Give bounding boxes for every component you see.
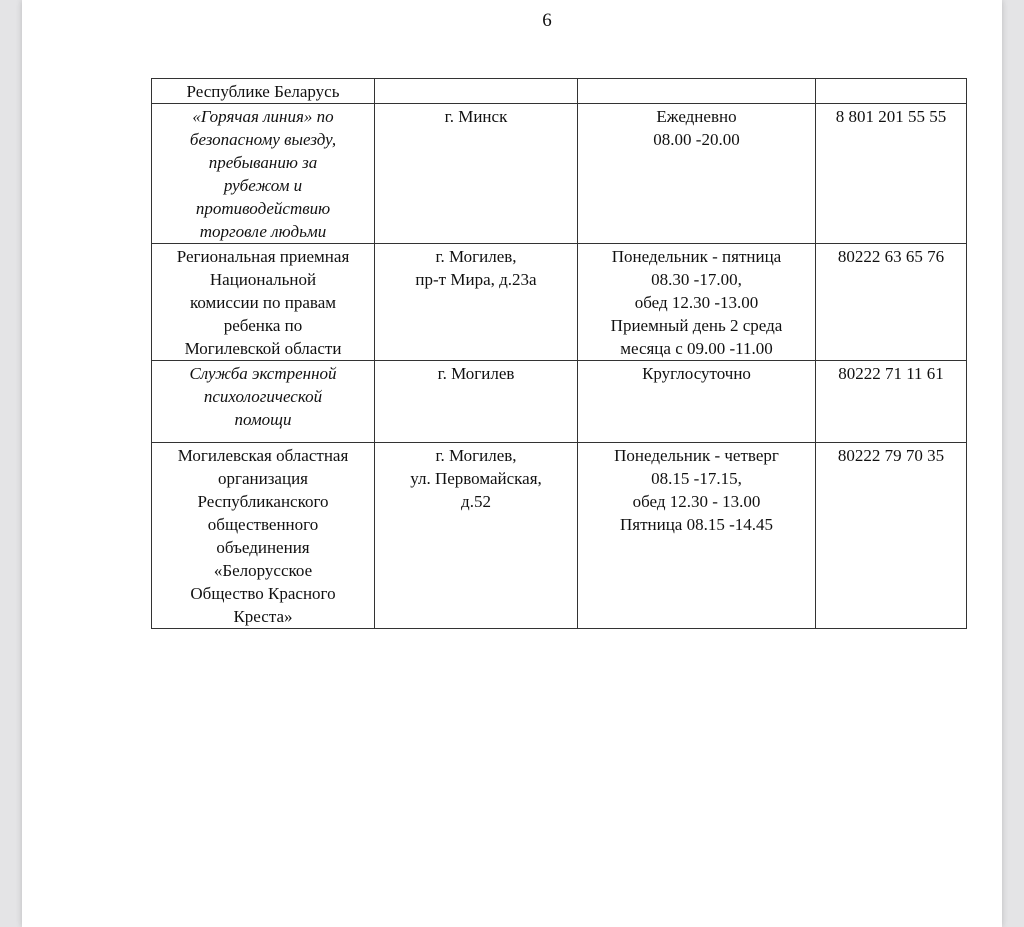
phone-cell xyxy=(816,244,967,361)
org-name-line: «Горячая линия» по xyxy=(192,107,334,126)
table-row xyxy=(152,79,967,104)
hours-line: 08.30 -17.00, xyxy=(651,270,742,289)
hours-line: обед 12.30 - 13.00 xyxy=(632,492,761,511)
hours-line: 08.00 -20.00 xyxy=(653,130,740,149)
org-name-line: Республиканского xyxy=(197,492,329,511)
phone-cell xyxy=(816,79,967,104)
hours-line: обед 12.30 -13.00 xyxy=(634,293,759,312)
address-line: г. Могилев xyxy=(437,364,515,383)
org-name-line: торговле людьми xyxy=(199,222,327,241)
org-name-line: Служба экстренной xyxy=(189,364,337,383)
org-name-line: общественного xyxy=(207,515,319,534)
address-line: ул. Первомайская, xyxy=(410,469,542,488)
address-cell xyxy=(375,443,578,629)
org-name-line: противодействию xyxy=(195,199,331,218)
org-name-cell xyxy=(152,104,375,244)
address-line: г. Могилев, xyxy=(435,446,517,465)
phone-cell xyxy=(816,443,967,629)
address-line: г. Минск xyxy=(444,107,508,126)
table-row xyxy=(152,361,967,443)
phone-number: 80222 79 70 35 xyxy=(837,446,945,465)
org-name-line: рубежом и xyxy=(223,176,303,195)
org-name-line: организация xyxy=(218,469,308,488)
address-line: пр-т Мира, д.23а xyxy=(415,270,537,289)
hours-cell xyxy=(578,244,816,361)
phone-cell xyxy=(816,104,967,244)
org-name-line: объединения xyxy=(216,538,310,557)
address-cell xyxy=(375,361,578,443)
org-name-cell xyxy=(152,361,375,443)
address-cell xyxy=(375,244,578,361)
org-name-line: комиссии по правам xyxy=(189,293,337,312)
document-page xyxy=(22,0,1002,927)
org-name-line: психологической xyxy=(203,387,323,406)
hours-line: Приемный день 2 среда xyxy=(610,316,783,335)
org-name-line: пребыванию за xyxy=(208,153,318,172)
table-row xyxy=(152,244,967,361)
hours-line: Ежедневно xyxy=(656,107,737,126)
hours-line: Понедельник - пятница xyxy=(611,247,782,266)
hours-line: месяца с 09.00 -11.00 xyxy=(620,339,773,358)
org-name-line: Могилевская областная xyxy=(177,446,349,465)
org-name-line: Креста» xyxy=(233,607,293,626)
address-cell xyxy=(375,79,578,104)
phone-number: 80222 71 11 61 xyxy=(838,364,944,383)
table-row xyxy=(152,104,967,244)
hours-line: Пятница 08.15 -14.45 xyxy=(619,515,774,534)
org-name-line: «Белорусское xyxy=(213,561,313,580)
table-row xyxy=(152,443,967,629)
org-name-line: Республике Беларусь xyxy=(186,82,340,101)
org-name-cell xyxy=(152,79,375,104)
phone-cell xyxy=(816,361,967,443)
contacts-table xyxy=(151,78,967,629)
hours-cell xyxy=(578,104,816,244)
hours-cell xyxy=(578,361,816,443)
org-name-line: безопасному выезду, xyxy=(189,130,337,149)
address-line: д.52 xyxy=(461,492,491,511)
hours-cell xyxy=(578,443,816,629)
phone-number: 80222 63 65 76 xyxy=(837,247,945,266)
org-name-line: Могилевской области xyxy=(184,339,342,358)
org-name-line: Общество Красного xyxy=(190,584,336,603)
org-name-line: помощи xyxy=(234,410,292,429)
org-name-cell xyxy=(152,443,375,629)
org-name-cell xyxy=(152,244,375,361)
page-number: 6 xyxy=(542,10,552,31)
org-name-line: Национальной xyxy=(209,270,317,289)
phone-number: 8 801 201 55 55 xyxy=(835,107,947,126)
hours-cell xyxy=(578,79,816,104)
address-cell xyxy=(375,104,578,244)
hours-line: 08.15 -17.15, xyxy=(651,469,742,488)
hours-line: Понедельник - четверг xyxy=(614,446,779,465)
org-name-line: Региональная приемная xyxy=(176,247,350,266)
hours-line: Круглосуточно xyxy=(642,364,751,383)
address-line: г. Могилев, xyxy=(435,247,517,266)
org-name-line: ребенка по xyxy=(223,316,303,335)
